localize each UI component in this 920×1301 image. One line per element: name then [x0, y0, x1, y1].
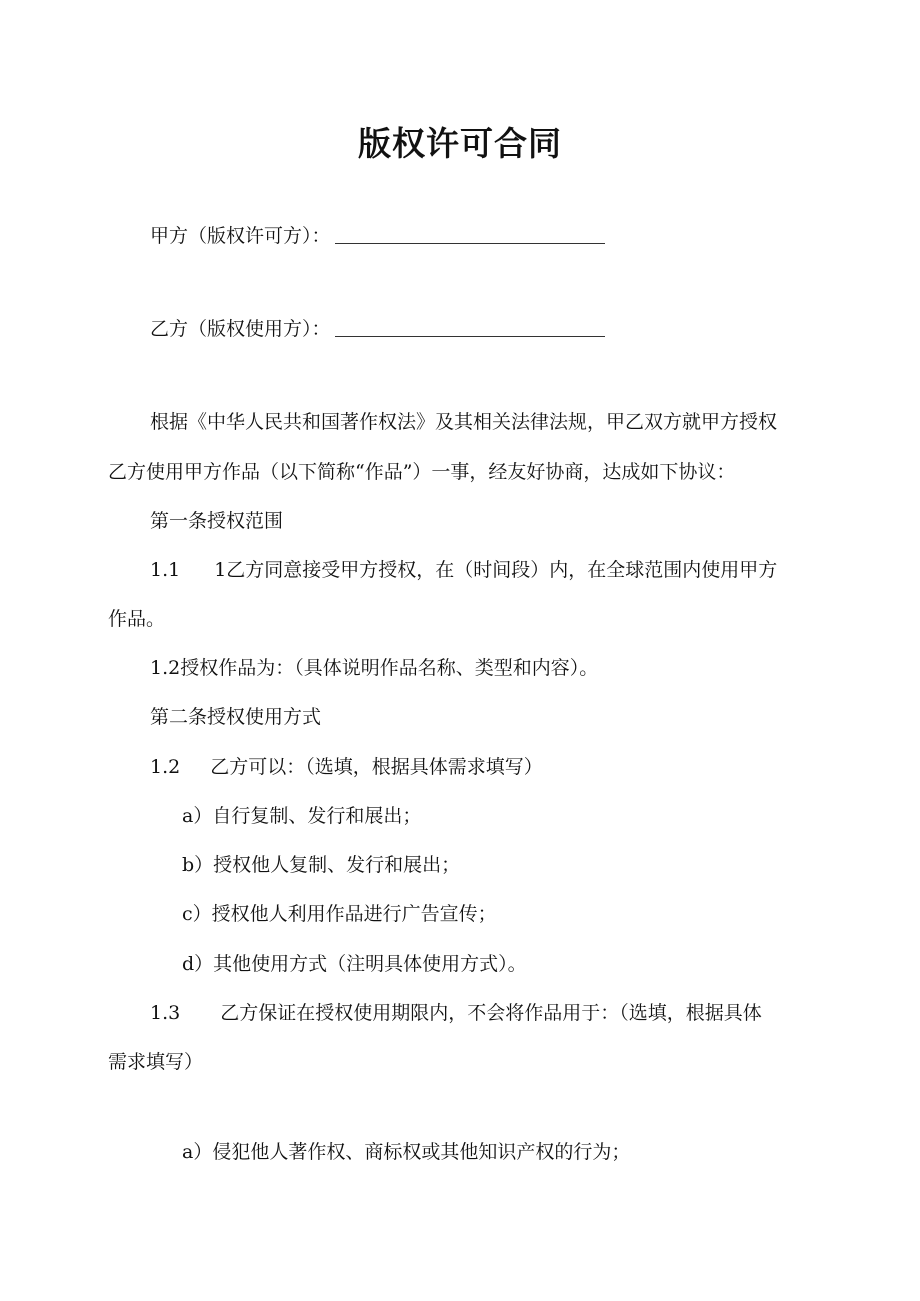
clause-1-2-authorized-work: [150, 656, 598, 680]
clause-1-2-usage: [150, 755, 543, 779]
clause-1-1-number: 1.1: [150, 559, 181, 581]
party-a-label: 甲方（版权许可方）：: [150, 225, 331, 247]
party-b-blank-field[interactable]: [335, 318, 605, 337]
clause-1-1-line-2: 作品。: [108, 608, 166, 630]
usage-option-c: c）授权他人利用作品进行广告宣传；: [182, 903, 497, 925]
party-a-blank-field[interactable]: [335, 225, 605, 244]
usage-option-b: b）授权他人复制、发行和展出；: [182, 854, 461, 876]
clause-1-1-line-1: [150, 558, 777, 582]
clause-1-2-text: 授权作品为：（具体说明作品名称、类型和内容）。: [180, 657, 599, 679]
clause-1-2-usage-number: 1.2: [150, 756, 181, 778]
restriction-a: a）侵犯他人著作权、商标权或其他知识产权的行为；: [182, 1141, 631, 1163]
preamble-line-1: 根据《中华人民共和国著作权法》及其相关法律法规，甲乙双方就甲方授权: [150, 411, 778, 433]
usage-option-a: a）自行复制、发行和展出；: [182, 805, 422, 827]
clause-1-3-text: 乙方保证在授权使用期限内，不会将作品用于：（选填，根据具体: [220, 1002, 762, 1024]
clause-1-2-usage-text: 乙方可以：（选填，根据具体需求填写）: [210, 756, 543, 778]
clause-1-1-text: 1乙方同意接受甲方授权，在（时间段）内，在全球范围内使用甲方: [214, 559, 778, 581]
clause-1-3-number: 1.3: [150, 1002, 181, 1024]
party-b-label: 乙方（版权使用方）：: [150, 318, 331, 340]
party-a-row: [150, 224, 605, 248]
clause-1-2-number: 1.2: [150, 657, 181, 679]
usage-option-d: d）其他使用方式（注明具体使用方式）。: [182, 953, 527, 975]
article-1-heading: 第一条授权范围: [150, 510, 284, 532]
preamble-line-2: 乙方使用甲方作品（以下简称“作品”）一事，经友好协商，达成如下协议：: [108, 461, 736, 483]
page-title: 版权许可合同: [358, 124, 562, 163]
clause-1-3-line-2: 需求填写）: [108, 1051, 204, 1073]
clause-1-3-line-1: [150, 1001, 762, 1025]
party-b-row: [150, 317, 605, 341]
article-2-heading: 第二条授权使用方式: [150, 706, 322, 728]
